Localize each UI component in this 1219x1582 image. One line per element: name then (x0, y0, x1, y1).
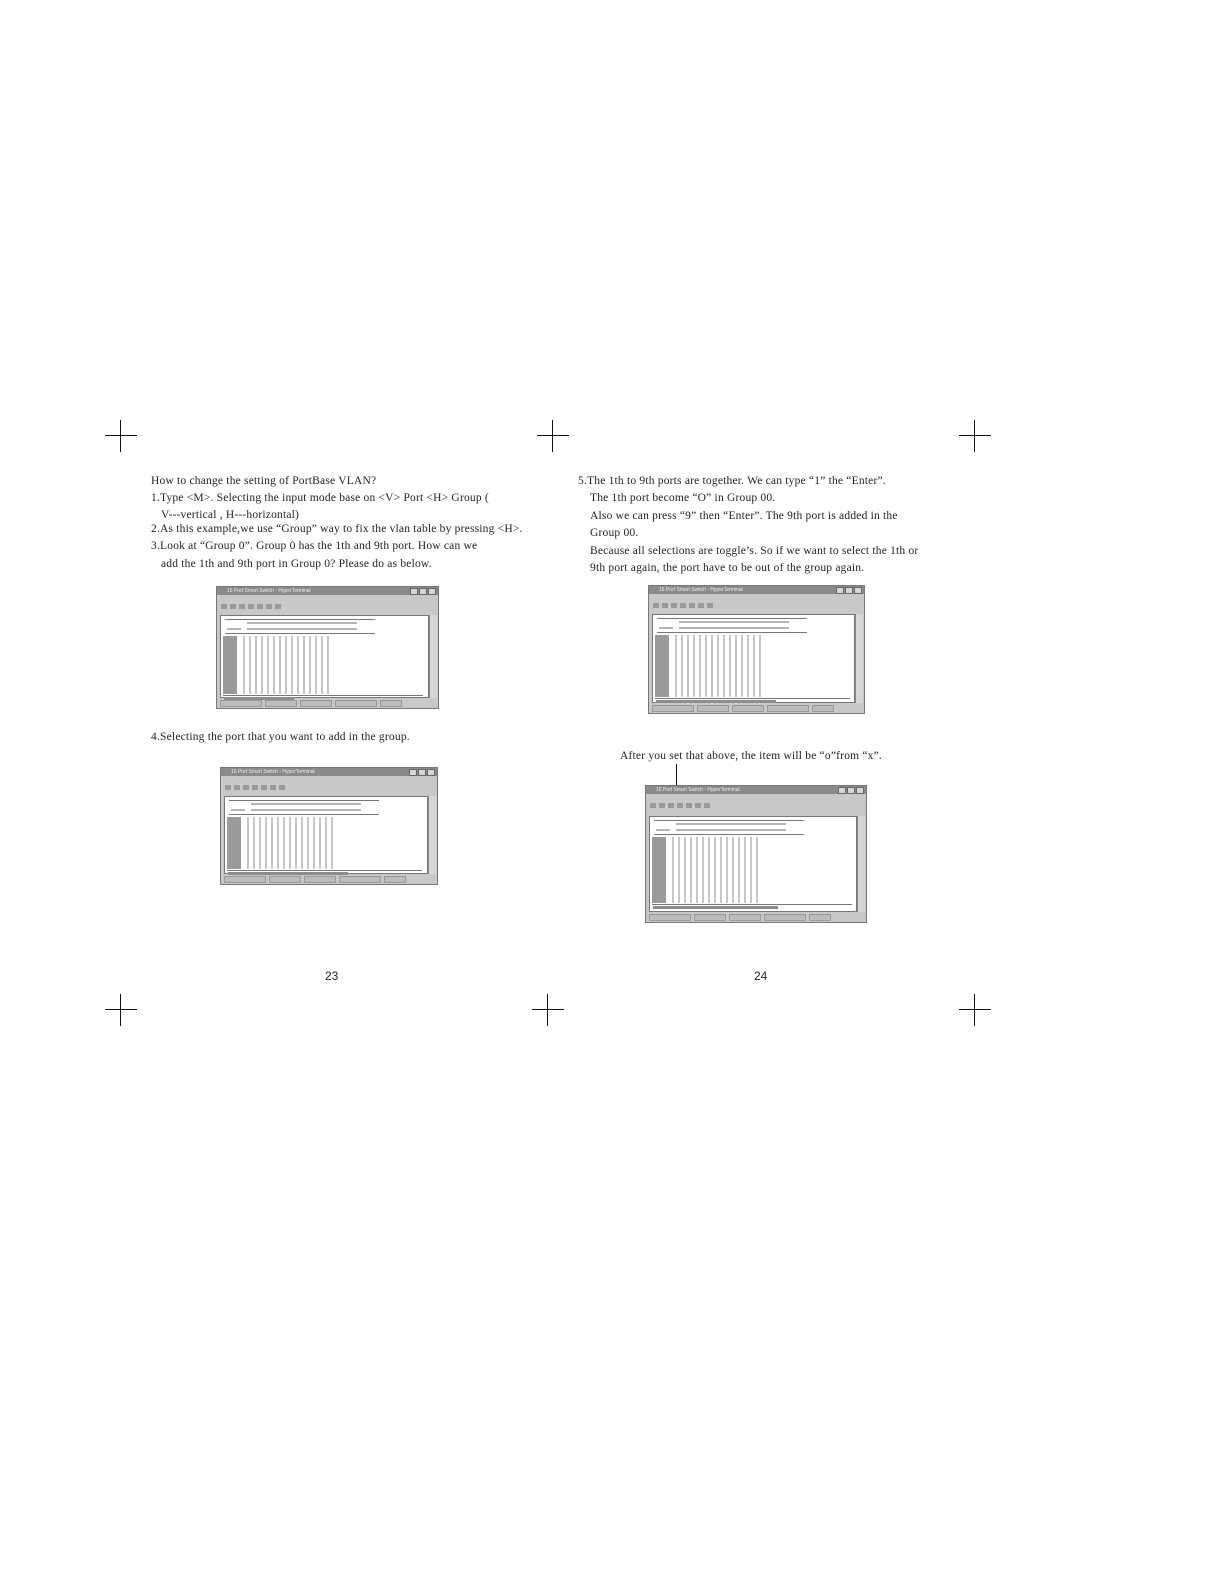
right-line-5: Because all selections are toggle’s. So if we want to select the 1th or (590, 545, 919, 557)
crop-mark-top-center (537, 420, 569, 452)
right-line-1: 5.The 1th to 9th ports are together. We can type “1” the “Enter”. (578, 475, 886, 487)
new-icon (225, 785, 231, 790)
window-menubar (649, 594, 864, 601)
hyperterminal-screenshot-2 (220, 767, 438, 885)
vertical-scrollbar[interactable] (855, 614, 863, 703)
open-icon (659, 803, 665, 808)
close-icon (854, 587, 862, 594)
receive-icon (266, 604, 272, 609)
left-line-1: How to change the setting of PortBase VLAN? (151, 475, 377, 487)
crop-mark-bottom-left (105, 994, 137, 1026)
properties-icon (704, 803, 710, 808)
crop-mark-top-right (959, 420, 991, 452)
window-title: 16 Port Smart Switch - HyperTerminal (656, 787, 740, 793)
left-line-2: 1.Type <M>. Selecting the input mode base on <V> Port <H> Group ( (151, 492, 489, 504)
status-bar (652, 705, 861, 712)
terminal-area (224, 796, 428, 874)
disconnect-icon (677, 803, 683, 808)
maximize-icon (418, 769, 426, 776)
minimize-icon (409, 769, 417, 776)
new-icon (650, 803, 656, 808)
page-number-left: 23 (325, 969, 339, 983)
status-bar (220, 700, 435, 707)
window-menubar (221, 776, 437, 783)
window-title: 16 Port Smart Switch - HyperTerminal (231, 769, 315, 775)
status-bar (224, 876, 434, 883)
minimize-icon (838, 787, 846, 794)
right-line-2: The 1th port become “O” in Group 00. (590, 492, 776, 504)
window-toolbar (646, 801, 866, 810)
right-line-3: Also we can press “9” then “Enter”. The 9th port is added in the (590, 510, 898, 522)
window-menubar (217, 595, 438, 602)
disconnect-icon (248, 604, 254, 609)
window-titlebar (646, 786, 866, 794)
window-titlebar (217, 587, 438, 595)
window-titlebar (649, 586, 864, 594)
maximize-icon (845, 587, 853, 594)
window-menubar (646, 794, 866, 801)
right-line-6: 9th port again, the port have to be out of the group again. (590, 562, 865, 574)
hyperterminal-screenshot-3 (648, 585, 865, 714)
right-line-4: Group 00. (590, 527, 639, 539)
window-title: 16 Port Smart Switch - HyperTerminal (659, 587, 743, 593)
disconnect-icon (252, 785, 258, 790)
send-icon (261, 785, 267, 790)
receive-icon (698, 603, 704, 608)
crop-mark-top-left (105, 420, 137, 452)
send-icon (686, 803, 692, 808)
vertical-scrollbar[interactable] (429, 615, 437, 698)
send-icon (257, 604, 263, 609)
close-icon (856, 787, 864, 794)
terminal-area (220, 615, 429, 698)
window-toolbar (217, 602, 438, 611)
left-line-6: add the 1th and 9th port in Group 0? Please do as below. (161, 558, 432, 570)
right-caption: After you set that above, the item will be “o”from “x”. (620, 750, 882, 762)
connect-icon (239, 604, 245, 609)
connect-icon (243, 785, 249, 790)
properties-icon (707, 603, 713, 608)
open-icon (662, 603, 668, 608)
minimize-icon (836, 587, 844, 594)
properties-icon (279, 785, 285, 790)
connect-icon (671, 603, 677, 608)
window-toolbar (649, 601, 864, 610)
hyperterminal-screenshot-4 (645, 785, 867, 923)
disconnect-icon (680, 603, 686, 608)
receive-icon (270, 785, 276, 790)
crop-mark-bottom-center (532, 994, 564, 1026)
close-icon (427, 769, 435, 776)
vertical-scrollbar[interactable] (857, 816, 865, 912)
send-icon (689, 603, 695, 608)
minimize-icon (410, 588, 418, 595)
terminal-area (649, 816, 857, 912)
connect-icon (668, 803, 674, 808)
open-icon (230, 604, 236, 609)
page-number-right: 24 (754, 969, 768, 983)
vertical-scrollbar[interactable] (428, 796, 436, 874)
window-title: 16 Port Smart Switch - HyperTerminal (227, 588, 311, 594)
window-toolbar (221, 783, 437, 792)
left-step-4: 4.Selecting the port that you want to add in the group. (151, 731, 410, 743)
properties-icon (275, 604, 281, 609)
status-bar (649, 914, 863, 921)
maximize-icon (419, 588, 427, 595)
close-icon (428, 588, 436, 595)
crop-mark-bottom-right (959, 994, 991, 1026)
left-line-3: V---vertical , H---horizontal) (161, 509, 300, 521)
receive-icon (695, 803, 701, 808)
new-icon (221, 604, 227, 609)
window-titlebar (221, 768, 437, 776)
left-line-4: 2.As this example,we use “Group” way to fix the vlan table by pressing <H>. (151, 523, 523, 535)
maximize-icon (847, 787, 855, 794)
open-icon (234, 785, 240, 790)
left-line-5: 3.Look at “Group 0”. Group 0 has the 1th and 9th port. How can we (151, 540, 478, 552)
hyperterminal-screenshot-1 (216, 586, 439, 709)
new-icon (653, 603, 659, 608)
terminal-area (652, 614, 855, 703)
